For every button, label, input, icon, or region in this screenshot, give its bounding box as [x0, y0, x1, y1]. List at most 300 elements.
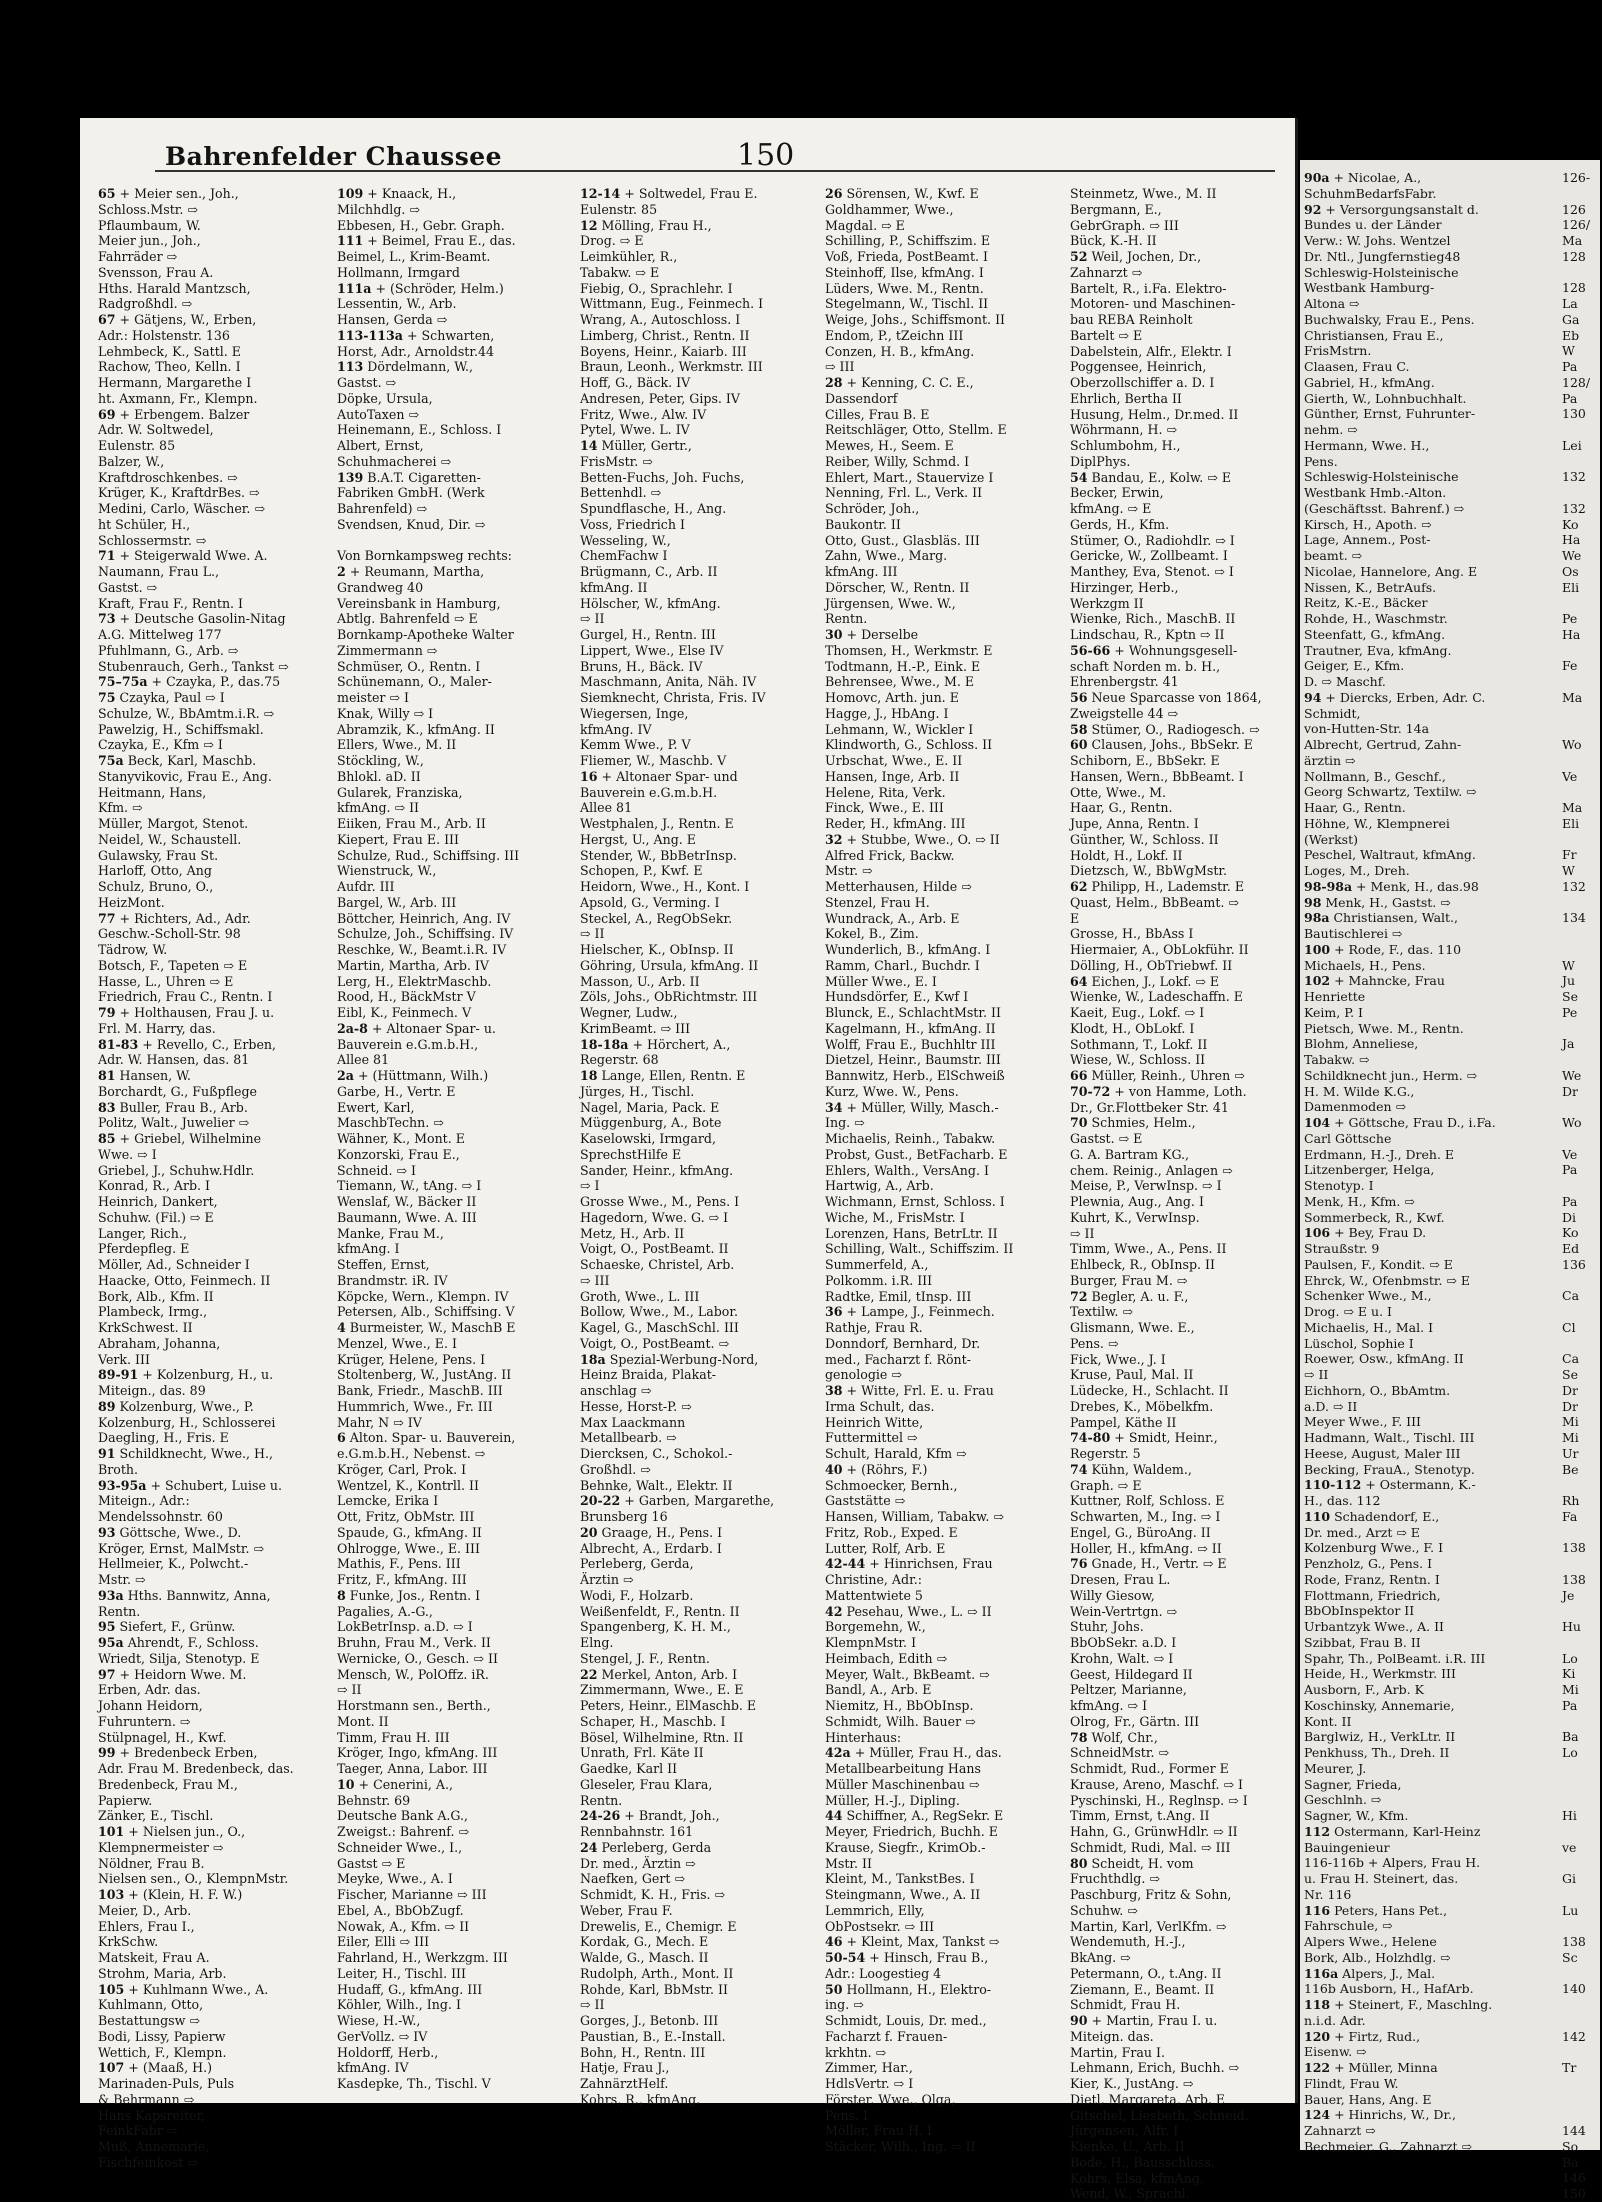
directory-entry: Sommerbeck, R., Kwf. [1304, 1209, 1445, 1225]
directory-entry: Schmidt, Rudi, Mal. ⇨ III [1070, 1839, 1231, 1855]
directory-entry: Probst, Gust., BetFacharb. E [825, 1146, 1008, 1162]
directory-entry: Verw.: W. Johs. Wentzel [1304, 233, 1451, 248]
directory-entry: Lage, Annem., Post- [1304, 532, 1431, 548]
directory-entry: Kröger, Ernst, MalMstr. ⇨ [98, 1540, 265, 1556]
directory-entry: Meier jun., Joh., [98, 233, 201, 249]
directory-entry: Adr. Frau M. Bredenbeck, das. [98, 1761, 294, 1776]
directory-entry-fragment [1562, 2092, 1602, 2108]
directory-entry: n.i.d. Adr. [1304, 2012, 1366, 2028]
directory-entry: Meyer, Walt., BkBeamt. ⇨ [825, 1666, 990, 1682]
directory-entry: Hoff, G., Bäck. IV [580, 375, 691, 390]
directory-column-3 [580, 186, 795, 2108]
directory-entry: 50-54 + Hinsch, Frau B., [825, 1950, 989, 1965]
directory-entry: 12 Mölling, Frau H., [580, 217, 712, 233]
directory-entry: a.D. ⇨ II [1304, 1398, 1358, 1414]
directory-entry-fragment: Gi [1562, 1871, 1576, 1886]
directory-entry: Quast, Helm., BbBeamt. ⇨ [1070, 894, 1239, 910]
directory-entry: Mstr. ⇨ [98, 1572, 146, 1587]
directory-entry: kfmAng. IV [580, 721, 652, 737]
directory-entry: 75a Beck, Karl, Maschb. [98, 753, 257, 768]
directory-entry: 89 Kolzenburg, Wwe., P. [98, 1398, 254, 1414]
directory-entry-fragment: ve [1562, 1839, 1577, 1855]
directory-entry-fragment [1562, 2013, 1602, 2029]
directory-entry: ObPostsekr. ⇨ III [825, 1918, 935, 1934]
directory-entry: Wenslaf, W., Bäcker II [337, 1194, 477, 1209]
next-page-clipped-column [1562, 170, 1602, 2202]
directory-entry: Litzenberger, Helga, [1304, 1162, 1435, 1178]
directory-entry: Ebel, A., BbObZugf. [337, 1902, 464, 1918]
directory-entry: Taeger, Anna, Labor. III [337, 1761, 488, 1776]
directory-entry: Schleswig-Holsteinische [1304, 264, 1459, 280]
directory-entry: 103 + (Klein, H. F. W.) [98, 1887, 243, 1902]
directory-entry: Rentn. [98, 1603, 141, 1619]
directory-entry-fragment [1562, 1304, 1602, 1320]
directory-entry: Gierth, W., Lohnbuchhalt. [1304, 390, 1467, 406]
directory-entry: Behnke, Walt., Elektr. II [580, 1477, 733, 1493]
directory-entry: Gastst. ⇨ [98, 579, 158, 595]
directory-entry: Braun, Leonh., Werkmstr. III [580, 359, 763, 375]
directory-entry: Olrog, Fr., Gärtn. III [1070, 1713, 1200, 1729]
directory-entry: Betten-Fuchs, Joh. Fuchs, [580, 469, 745, 485]
directory-entry: Todtmann, H.-P., Eink. E [825, 658, 981, 674]
directory-entry: Pflaumbaum, W. [98, 217, 201, 233]
directory-entry: Miteign., das. 89 [98, 1383, 206, 1398]
directory-entry: 70 Schmies, Helm., [1070, 1115, 1196, 1131]
directory-entry: Dr., Gr.Flottbeker Str. 41 [1070, 1099, 1229, 1115]
directory-entry: Westphalen, J., Rentn. E [580, 816, 734, 831]
street-heading: Bahrenfelder Chaussee [165, 142, 503, 171]
directory-entry: Wegner, Ludw., [580, 1005, 678, 1020]
directory-entry: Fischfeinkost ⇨ [98, 2154, 198, 2170]
directory-entry: Schlumbohm, H., [1070, 438, 1181, 453]
directory-entry: Wöhrmann, H. ⇨ [1070, 422, 1178, 438]
directory-entry: Motoren- und Maschinen- [1070, 296, 1236, 312]
directory-entry-fragment: Ve [1562, 768, 1578, 784]
directory-entry: Schilling, P., Schiffszim. E [825, 233, 991, 249]
directory-entry: Heinz Braida, Plakat- [580, 1367, 717, 1383]
directory-entry: Heese, August, Maler III [1304, 1445, 1461, 1461]
directory-entry: ⇨ II [580, 926, 605, 942]
directory-entry: u. Frau H. Steinert, das. [1304, 1871, 1459, 1886]
directory-entry: Spundflasche, H., Ang. [580, 501, 727, 516]
directory-entry: Wodi, F., Holzarb. [580, 1587, 694, 1603]
directory-entry: Siemknecht, Christa, Fris. IV [580, 690, 766, 705]
directory-entry: Fritz, Rob., Exped. E [825, 1524, 958, 1540]
directory-entry: Schuhw. (Fil.) ⇨ E [98, 1209, 214, 1225]
directory-entry: Eulenstr. 85 [98, 438, 176, 453]
directory-entry: Tabakw. ⇨ [1304, 1052, 1370, 1067]
directory-entry: Wienke, Rich., MaschB. II [1070, 611, 1236, 627]
directory-entry: Niemitz, H., BbObInsp. [825, 1698, 974, 1713]
directory-entry: Bauer, Hans, Ang. E [1304, 2091, 1432, 2107]
directory-entry: kfmAng. ⇨ E [1070, 501, 1152, 516]
directory-entry-fragment: Ki [1562, 1666, 1576, 1682]
directory-entry-fragment [1562, 1099, 1602, 1115]
directory-entry: H. M. Wilde K.G., [1304, 1083, 1415, 1099]
directory-entry: Mensch, W., PolOffz. iR. [337, 1666, 489, 1682]
directory-entry: Medini, Carlo, Wäscher. ⇨ [98, 501, 265, 516]
directory-entry-fragment: Eli [1562, 579, 1580, 595]
directory-entry-fragment: We [1562, 548, 1582, 563]
directory-entry: Kruse, Paul, Mal. II [1070, 1367, 1194, 1383]
directory-entry: Ing. ⇨ [825, 1115, 865, 1131]
directory-entry: Pytel, Wwe. L. IV [580, 422, 690, 438]
directory-entry-fragment: Mi [1562, 1430, 1579, 1445]
directory-entry: 102 + Mahncke, Frau [1304, 973, 1445, 989]
directory-entry: Schaper, H., Maschb. I [580, 1713, 726, 1729]
directory-entry-fragment: Fr [1562, 847, 1577, 863]
directory-entry: Radgroßhdl. ⇨ [98, 296, 193, 312]
directory-entry-fragment: Dr [1562, 1083, 1578, 1099]
directory-entry: Ausborn, F., Arb. K [1304, 1682, 1424, 1697]
directory-entry: 98 Menk, H., Gastst. ⇨ [1304, 894, 1451, 910]
directory-entry: Straußstr. 9 [1304, 1241, 1380, 1256]
directory-entry: Ott, Fritz, ObMstr. III [337, 1509, 475, 1524]
directory-entry: Nissen, K., BetrAufs. [1304, 579, 1437, 595]
directory-entry: 2 + Reumann, Martha, [337, 564, 485, 579]
directory-entry: Kohrs, R., kfmAng. [580, 2091, 701, 2107]
directory-entry: Tiemann, W., tAng. ⇨ I [337, 1178, 482, 1194]
directory-entry: Urbschat, Wwe., E. II [825, 753, 963, 768]
directory-entry: Zöls, Johs., ObRichtmstr. III [580, 989, 758, 1005]
directory-entry: 111 + Beimel, Frau E., das. [337, 233, 516, 249]
directory-entry: Urbantzyk Wwe., A. II [1304, 1619, 1444, 1634]
directory-entry-fragment [1562, 1761, 1602, 1777]
directory-entry: DiplPhys. [1070, 453, 1131, 469]
directory-entry: Borgemehn, W., [825, 1619, 926, 1635]
directory-entry: Alpers Wwe., Helene [1304, 1934, 1437, 1949]
directory-entry: Eiiken, Frau M., Arb. II [337, 816, 486, 831]
directory-entry: Bhlokl. aD. II [337, 768, 421, 784]
directory-entry: 4 Burmeister, W., MaschB E [337, 1320, 516, 1335]
directory-column-1 [98, 186, 313, 2171]
directory-entry: Knak, Willy ⇨ I [337, 705, 434, 721]
directory-entry: Georg Schwartz, Textilw. ⇨ [1304, 784, 1477, 800]
directory-entry: Bauingenieur [1304, 1839, 1390, 1855]
directory-entry: 104 + Göttsche, Frau D., i.Fa. [1304, 1115, 1496, 1130]
directory-entry: GebrGraph. ⇨ III [1070, 217, 1179, 233]
directory-entry: von-Hutten-Str. 14a [1304, 721, 1430, 737]
directory-entry: Pens. I [825, 2107, 868, 2123]
directory-entry-fragment: W [1562, 343, 1575, 359]
directory-entry: Hartwig, A., Arb. [825, 1178, 934, 1194]
directory-entry: Dr. med., Arzt ⇨ E [1304, 1524, 1420, 1540]
directory-entry: Reitz, K.-E., Bäcker [1304, 595, 1428, 611]
directory-entry: Schmüser, O., Rentn. I [337, 658, 481, 674]
directory-entry: 8 Funke, Jos., Rentn. I [337, 1587, 481, 1603]
directory-entry-fragment: Ju [1562, 973, 1576, 989]
directory-entry: Oberzollschiffer a. D. I [1070, 375, 1215, 390]
directory-entry: Carl Göttsche [1304, 1130, 1392, 1146]
directory-entry: Michaels, H., Pens. [1304, 957, 1426, 973]
directory-entry: Bork, Alb., Holzhdlg. ⇨ [1304, 1949, 1451, 1965]
page-number: 150 [737, 138, 795, 173]
directory-entry: ⇨ II [580, 611, 605, 627]
directory-entry-fragment [1562, 1966, 1602, 1982]
directory-entry: Fick, Wwe., J. I [1070, 1351, 1166, 1367]
directory-entry-fragment: 150 [1562, 2186, 1586, 2201]
directory-entry: Schneider Wwe., I., [337, 1839, 463, 1855]
directory-entry: 22 Merkel, Anton, Arb. I [580, 1666, 738, 1682]
directory-entry: Ehlers, Frau I., [98, 1918, 195, 1934]
directory-entry: Wendemuth, H.-J., [1070, 1934, 1186, 1950]
directory-entry: Ehrenbergstr. 41 [1070, 674, 1179, 690]
directory-entry: krkhtn. ⇨ [825, 2044, 887, 2060]
directory-entry: Dassendorf [825, 390, 898, 406]
directory-entry: Kolzenburg Wwe., F. I [1304, 1540, 1444, 1556]
directory-entry: 2a + (Hüttmann, Wilh.) [337, 1068, 489, 1083]
directory-entry: Czayka, E., Kfm ⇨ I [98, 737, 223, 753]
directory-entry: Kaeit, Eug., Lokf. ⇨ I [1070, 1005, 1205, 1020]
directory-entry: Matskeit, Frau A. [98, 1950, 210, 1965]
directory-entry: Hiermaier, A., ObLokführ. II [1070, 942, 1249, 957]
directory-entry: Apsold, G., Verming. I [580, 894, 720, 910]
directory-entry: Andresen, Peter, Gips. IV [580, 390, 740, 406]
directory-entry: Finck, Wwe., E. III [825, 800, 944, 816]
directory-entry-fragment: Hi [1562, 1808, 1577, 1823]
directory-entry: ZahnärztHelf. [580, 2076, 669, 2091]
directory-entry: Weißenfeldt, F., Rentn. II [580, 1603, 740, 1619]
directory-entry-fragment: 146 [1562, 2170, 1586, 2186]
directory-entry-fragment [1562, 485, 1602, 501]
directory-entry: Harloff, Otto, Ang [98, 863, 212, 879]
directory-entry: 10 + Cenerini, A., [337, 1776, 454, 1792]
directory-entry: Schmidt, K. H., Fris. ⇨ [580, 1887, 726, 1902]
directory-entry: Wiegersen, Inge, [580, 705, 689, 721]
directory-entry: Daegling, H., Fris. E [98, 1430, 229, 1446]
directory-entry: Kirsch, H., Apoth. ⇨ [1304, 516, 1432, 532]
directory-entry: 30 + Derselbe [825, 627, 919, 642]
directory-entry: Lehmbeck, K., Sattl. E [98, 343, 241, 359]
directory-entry: Schiborn, E., BbSekr. E [1070, 753, 1220, 768]
directory-entry: Gaststätte ⇨ [825, 1493, 906, 1509]
directory-entry: 6 Alton. Spar- u. Bauverein, [337, 1430, 516, 1446]
directory-entry: FeinkFabr ⇨ [98, 2123, 178, 2139]
directory-entry: Kraftdroschkenbes. ⇨ [98, 469, 238, 485]
directory-entry-fragment: Ja [1562, 1036, 1575, 1052]
directory-entry: Wichmann, Ernst, Schloss. I [825, 1194, 1005, 1209]
directory-entry: 32 + Stubbe, Wwe., O. ⇨ II [825, 831, 1000, 847]
directory-entry: 98-98a + Menk, H., das.98 [1304, 878, 1479, 894]
directory-entry: Svendsen, Knud, Dir. ⇨ [337, 516, 486, 532]
directory-entry: Ohlrogge, Wwe., E. III [337, 1540, 480, 1556]
directory-entry: Schmidt, Rud., Former E [1070, 1761, 1229, 1776]
directory-entry: Zimmermann, Wwe., E. E [580, 1682, 744, 1698]
directory-entry: Peltzer, Marianne, [1070, 1682, 1187, 1698]
directory-entry: Geiger, E., Kfm. [1304, 658, 1405, 674]
directory-entry: Brandmstr. iR. IV [337, 1272, 448, 1288]
directory-entry: Ebbesen, H., Gebr. Graph. [337, 217, 505, 233]
directory-entry: Mstr. II [825, 1855, 873, 1871]
directory-entry: Dr. med., Ärztin ⇨ [580, 1855, 696, 1871]
directory-entry: 20-22 + Garben, Margarethe, [580, 1493, 775, 1509]
directory-entry: Bestattungsw ⇨ [98, 2013, 200, 2028]
directory-entry: Regerstr. 68 [580, 1052, 659, 1068]
directory-entry-fragment [1562, 784, 1602, 800]
directory-entry: Günther, W., Schloss. II [1070, 831, 1219, 847]
directory-entry: Westbank Hmb.-Alton. [1304, 485, 1447, 500]
directory-entry-fragment [1562, 942, 1602, 958]
directory-entry: KrkSchw. [98, 1934, 159, 1950]
directory-entry: Penzholz, G., Pens. I [1304, 1556, 1433, 1571]
directory-entry: Peters, Heinr., ElMaschb. E [580, 1698, 757, 1713]
directory-entry: 95a Ahrendt, F., Schloss. [98, 1635, 259, 1650]
directory-entry: Müggenburg, A., Bote [580, 1115, 722, 1131]
directory-entry: Zweigst.: Bahrenf. ⇨ [337, 1824, 470, 1839]
directory-entry: Wein-Vertrtgn. ⇨ [1070, 1603, 1178, 1619]
directory-entry-fragment [1562, 1777, 1602, 1793]
directory-entry: 105 + Kuhlmann Wwe., A. [98, 1981, 269, 1997]
directory-entry: Dresen, Frau L. [1070, 1572, 1171, 1587]
directory-entry: Papierw. [98, 1792, 153, 1808]
directory-entry: kfmAng. ⇨ II [337, 800, 420, 816]
directory-entry-fragment: 142 [1562, 2028, 1586, 2044]
directory-entry-fragment: Eli [1562, 815, 1580, 831]
directory-entry: Bode, H., Bausschloss. [1070, 2154, 1215, 2170]
directory-entry: Geest, Hildegard II [1070, 1666, 1193, 1682]
directory-entry: Hansen, Wern., BbBeamt. I [1070, 768, 1244, 784]
directory-entry: 66 Müller, Reinh., Uhren ⇨ [1070, 1068, 1245, 1083]
directory-entry: Müller, Margot, Stenot. [98, 816, 249, 831]
directory-entry: Horstmann sen., Berth., [337, 1698, 491, 1713]
directory-entry: HdlsVertr. ⇨ I [825, 2076, 914, 2091]
directory-entry: Haar, G., Rentn. [1070, 800, 1173, 816]
directory-entry: Fahrräder ⇨ [98, 249, 178, 264]
directory-entry: Svensson, Frau A. [98, 264, 214, 280]
directory-entry: Gastst. ⇨ E [1070, 1131, 1143, 1146]
directory-entry: Bargel, W., Arb. III [337, 894, 457, 910]
directory-entry: Fiebig, O., Sprachlehr. I [580, 280, 733, 296]
directory-entry: Gulawsky, Frau St. [98, 847, 219, 863]
directory-entry: ärztin ⇨ [1304, 752, 1356, 768]
directory-entry: Wienstruck, W., [337, 863, 437, 879]
directory-entry: Alfred Frick, Backw. [825, 847, 955, 863]
directory-entry: Regerstr. 5 [1070, 1446, 1141, 1461]
directory-entry: Göhring, Ursula, kfmAng. II [580, 957, 759, 973]
directory-entry-fragment [1562, 1131, 1602, 1147]
directory-entry: Kordak, G., Mech. E [580, 1934, 709, 1950]
directory-entry: Bück, K.-H. II [1070, 233, 1157, 249]
directory-entry: Milchhdlg. ⇨ [337, 201, 420, 217]
directory-entry: Zänker, E., Tischl. [98, 1808, 214, 1824]
directory-entry: Müller Maschinenbau ⇨ [825, 1776, 980, 1792]
directory-entry: Adr.: Loogestieg 4 [825, 1965, 942, 1981]
directory-entry: 116 Peters, Hans Pet., [1304, 1902, 1448, 1918]
directory-entry: Wiese, H.-W., [337, 2013, 421, 2028]
directory-entry: Marinaden-Puls, Puls [98, 2076, 235, 2091]
directory-entry: Döpke, Ursula, [337, 390, 433, 406]
directory-entry: Konzorski, Frau E., [337, 1146, 460, 1162]
directory-entry-fragment: Se [1562, 989, 1578, 1004]
directory-entry: kfmAng. II [580, 579, 648, 595]
directory-entry: Hths. Harald Mantzsch, [98, 280, 251, 296]
directory-entry-fragment [1562, 1635, 1602, 1651]
directory-entry: BbObSekr. a.D. I [1070, 1635, 1177, 1650]
directory-entry: Burger, Frau M. ⇨ [1070, 1272, 1188, 1288]
directory-entry: Naefken, Gert ⇨ [580, 1871, 685, 1887]
directory-entry: Limberg, Christ., Rentn. II [580, 327, 750, 343]
directory-entry: Schmoecker, Bernh., [825, 1477, 958, 1493]
directory-entry: 79 + Holthausen, Frau J. u. [98, 1005, 275, 1020]
directory-entry: Dr. Ntl., Jungfernstieg48 [1304, 248, 1461, 264]
directory-entry-fragment [1562, 674, 1602, 690]
directory-entry: 98a Christiansen, Walt., [1304, 910, 1458, 926]
directory-entry: Becking, FrauA., Stenotyp. [1304, 1461, 1475, 1477]
directory-entry: 18 Lange, Ellen, Rentn. E [580, 1068, 746, 1083]
directory-entry: Kuhlmann, Otto, [98, 1997, 204, 2013]
directory-entry-fragment [1562, 1714, 1602, 1730]
directory-entry: Mstr. ⇨ [825, 863, 873, 879]
directory-entry: Hansen, Gerda ⇨ [337, 312, 448, 327]
directory-entry: Blunck, E., SchlachtMstr. II [825, 1005, 1001, 1020]
directory-entry: ing. ⇨ [825, 1997, 864, 2013]
directory-entry: Rood, H., BäckMstr V [337, 989, 476, 1005]
directory-entry: Mewes, H., Seem. E [825, 438, 954, 453]
directory-entry-fragment: Cl [1562, 1319, 1576, 1335]
directory-entry: G. A. Bartram KG., [1070, 1146, 1190, 1162]
directory-entry: 18-18a + Hörchert, A., [580, 1036, 731, 1052]
directory-entry: 75 Czayka, Paul ⇨ I [98, 690, 225, 705]
directory-entry: Kont. II [1304, 1713, 1352, 1729]
directory-entry: Heinemann, E., Schloss. I [337, 422, 502, 438]
next-page-column [1304, 170, 1556, 2155]
directory-entry: 81 Hansen, W. [98, 1068, 191, 1083]
directory-entry-fragment: Pa [1562, 390, 1578, 406]
directory-entry: Schröder, Joh., [825, 501, 920, 516]
directory-entry: Polkomm. i.R. III [825, 1272, 933, 1288]
directory-entry: Grandweg 40 [337, 579, 424, 595]
directory-entry: Martin, Karl, VerlKfm. ⇨ [1070, 1918, 1227, 1934]
directory-entry: 89-91 + Kolzenburg, H., u. [98, 1367, 274, 1383]
directory-entry: Böttcher, Heinrich, Ang. IV [337, 910, 511, 926]
directory-entry: Fritz, F., kfmAng. III [337, 1572, 467, 1587]
directory-entry: Ehrck, W., Ofenbmstr. ⇨ E [1304, 1272, 1470, 1288]
directory-entry: 26 Sörensen, W., Kwf. E [825, 186, 979, 201]
directory-entry: FrisMstr. ⇨ [580, 453, 653, 469]
directory-entry: Martin, Frau I. [1070, 2044, 1165, 2060]
next-page-edge [1300, 160, 1600, 2201]
directory-entry: Adr. W. Hansen, das. 81 [98, 1052, 250, 1068]
directory-entry: Bauverein e.G.m.b.H. [580, 784, 718, 800]
directory-entry: Johann Heidorn, [98, 1698, 203, 1713]
directory-entry: Rachow, Theo, Kelln. I [98, 359, 241, 375]
directory-entry: Allee 81 [337, 1052, 390, 1068]
directory-entry: 74 Kühn, Waldem., [1070, 1461, 1192, 1477]
directory-entry: Ehlers, Walth., VersAng. I [825, 1162, 989, 1178]
directory-entry: Paulsen, F., Kondit. ⇨ E [1304, 1256, 1453, 1272]
directory-entry: Drog. ⇨ E [580, 233, 644, 249]
directory-entry: Kiepert, Frau E. III [337, 831, 459, 847]
directory-entry-fragment: 132 [1562, 500, 1586, 516]
directory-entry: Stengel, J. F., Rentn. [580, 1650, 710, 1666]
directory-entry: Konrad, R., Arb. I [98, 1178, 211, 1194]
directory-entry: Petersen, Alb., Schiffsing. V [337, 1304, 515, 1320]
directory-entry: Bornkamp-Apotheke Walter [337, 627, 514, 642]
directory-entry: 77 + Richters, Ad., Adr. [98, 910, 251, 926]
directory-entry: Gaedke, Karl II [580, 1761, 678, 1776]
directory-entry: 101 + Nielsen jun., O., [98, 1824, 246, 1839]
directory-entry: Stuhr, Johs. [1070, 1619, 1144, 1635]
directory-entry: Walde, G., Masch. II [580, 1950, 709, 1965]
directory-entry: Rathje, Frau R. [825, 1320, 923, 1335]
directory-entry: Leimkühler, R., [580, 249, 678, 264]
directory-entry: Lorenzen, Hans, BetrLtr. II [825, 1225, 998, 1241]
directory-entry-fragment: Tr [1562, 2060, 1577, 2075]
directory-entry: Kuttner, Rolf, Schloss. E [1070, 1493, 1225, 1509]
directory-entry: Jürgensen, Wwe. W., [825, 595, 956, 611]
directory-entry-fragment: 126/ [1562, 217, 1591, 233]
directory-entry: meister ⇨ I [337, 690, 409, 705]
